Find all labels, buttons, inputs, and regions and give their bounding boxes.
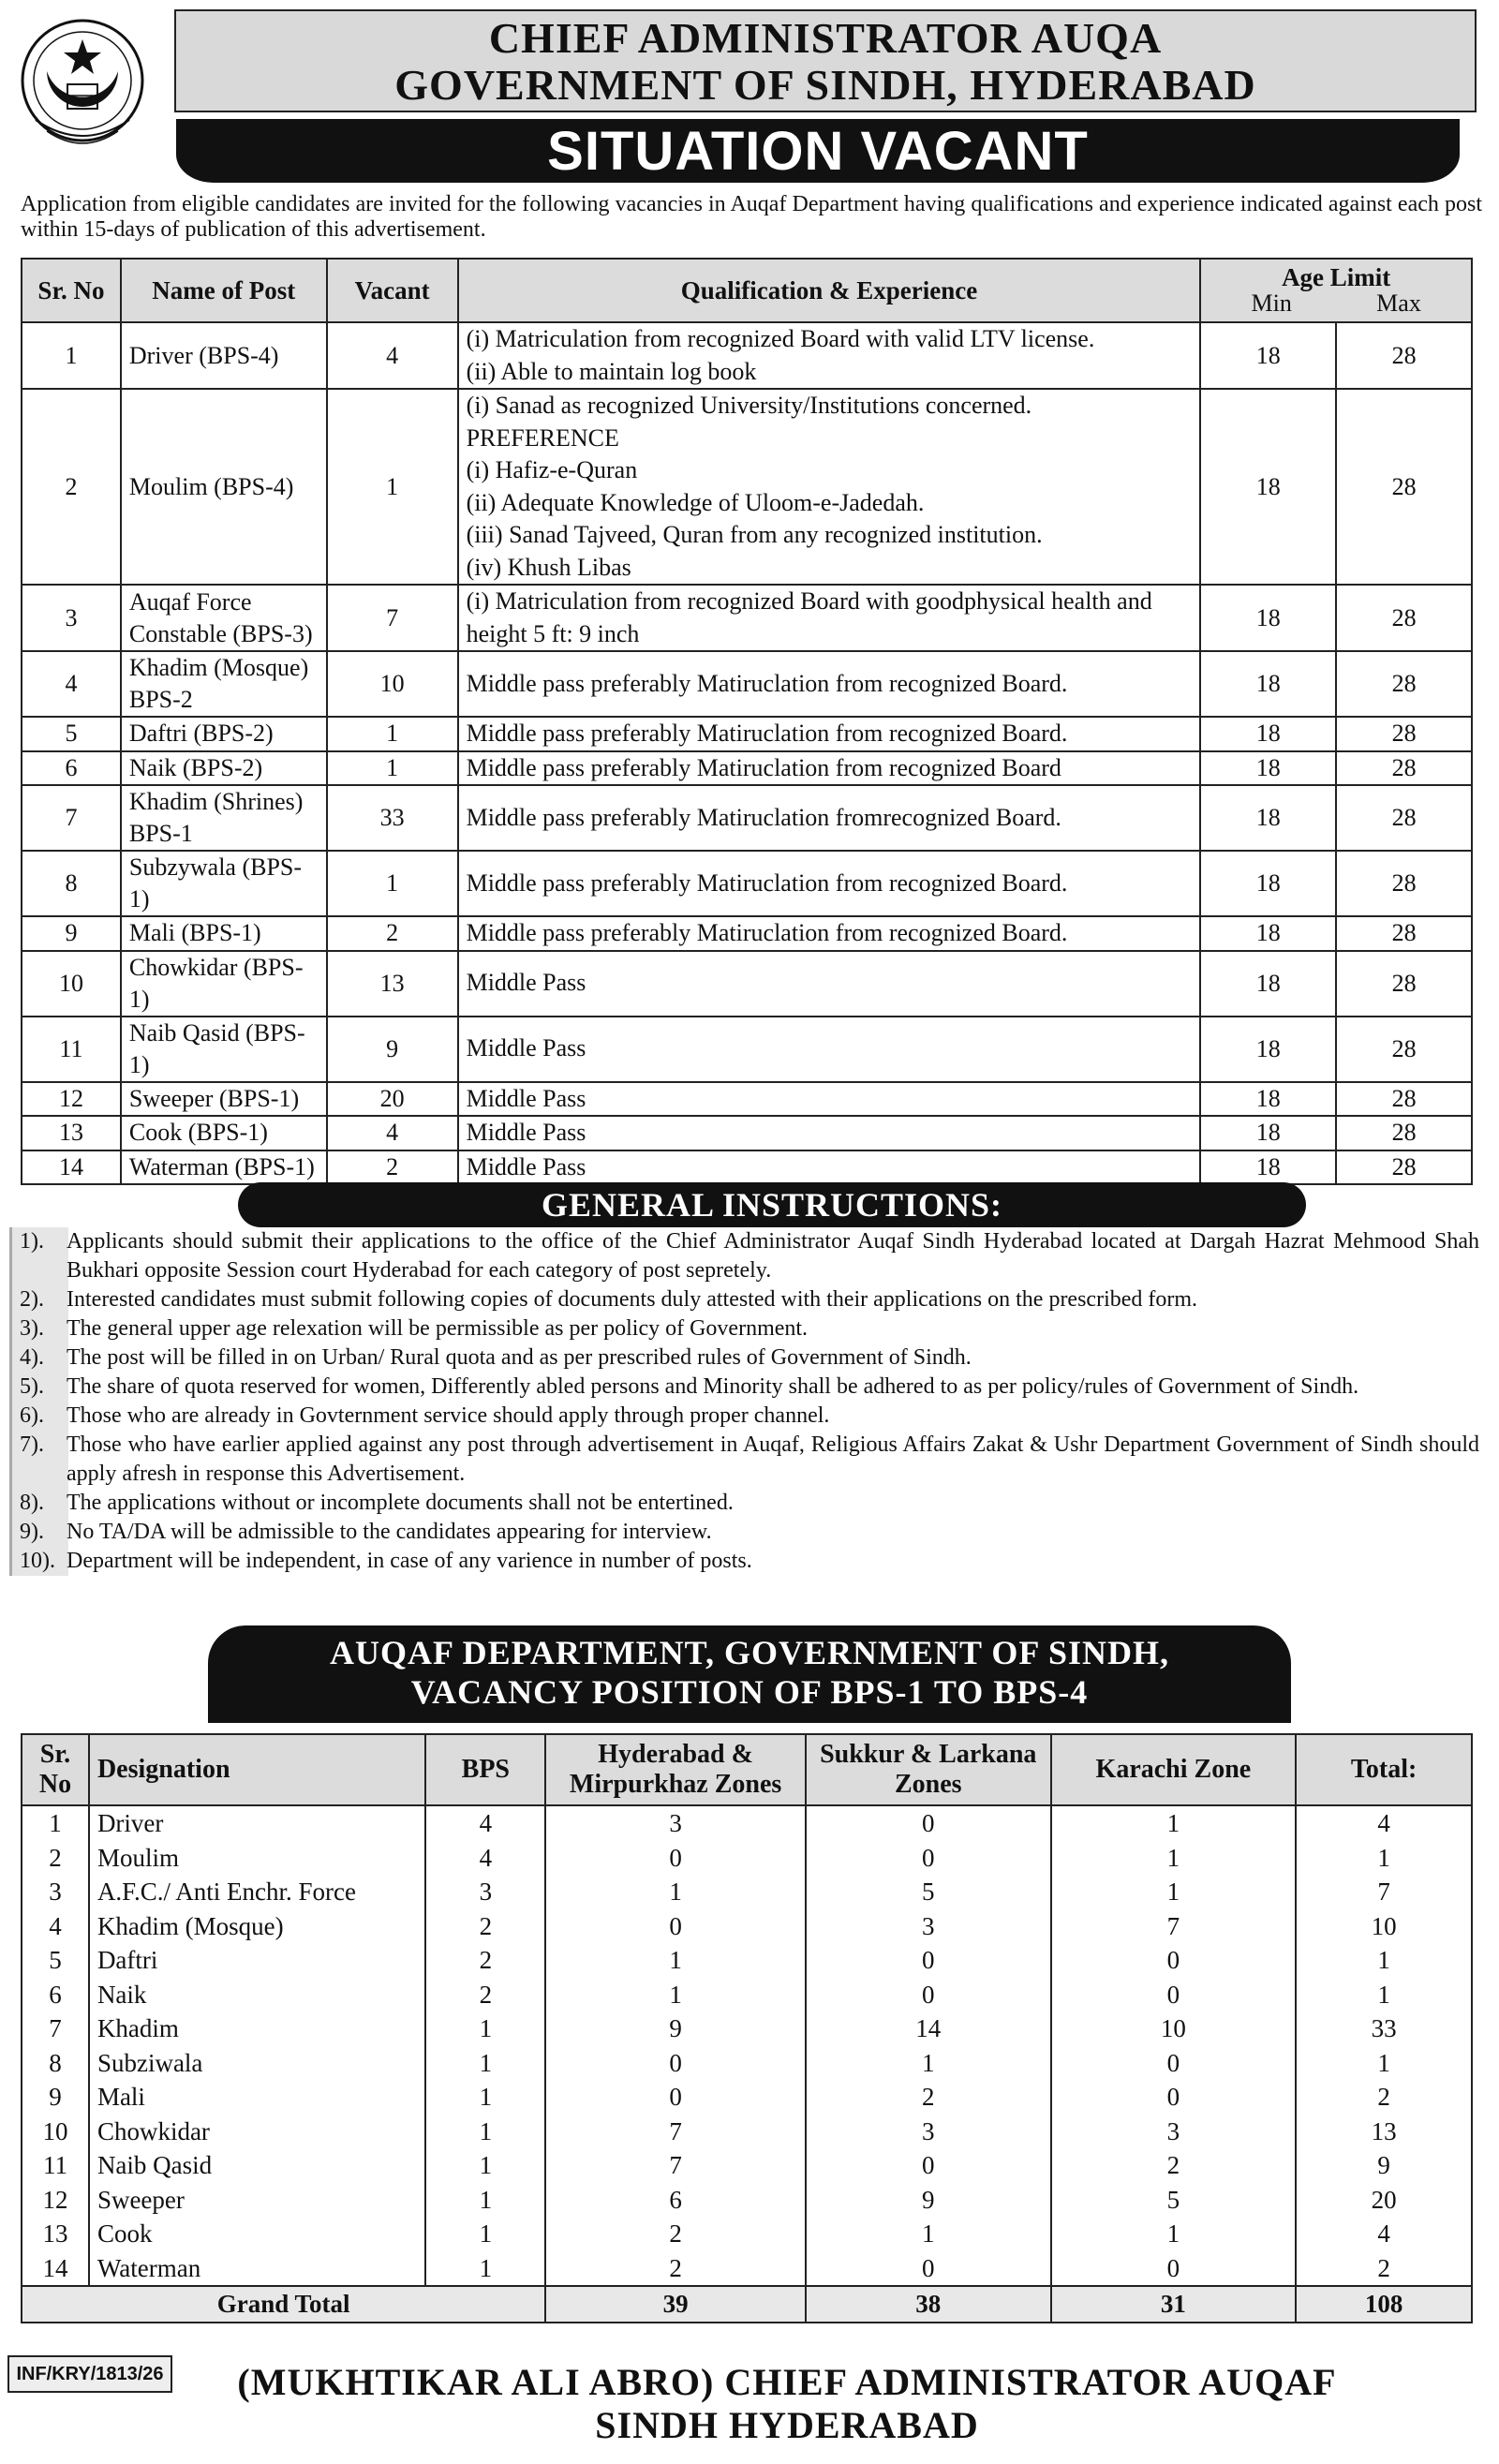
banner-text: SITUATION VACANT (176, 119, 1460, 183)
vacancy-qualification (458, 389, 1201, 585)
vacancy-sr: 13 (22, 1116, 121, 1150)
vacancy-age-min: 18 (1200, 785, 1336, 851)
vacancy-age-max: 28 (1336, 585, 1472, 651)
grand-total-row (22, 2286, 1472, 2323)
pos-total: 33 (1296, 2011, 1472, 2046)
pos-hyderabad: 0 (545, 2080, 806, 2115)
position-row (22, 2217, 1472, 2251)
vacancy-row (22, 651, 1472, 717)
position-row (22, 2080, 1472, 2115)
vacancy-row (22, 322, 1472, 389)
qualification-line: Middle pass preferably Matiruclation from recognized Board (466, 753, 1061, 781)
instruction-item (12, 1547, 1483, 1576)
position-row (22, 2046, 1472, 2081)
pos-col-designation: Designation (89, 1734, 425, 1805)
pos-col-sukkur: Sukkur & Larkana Zones (806, 1734, 1051, 1805)
pos-karachi: 0 (1051, 2046, 1297, 2081)
vacancy-post-name: Moulim (BPS-4) (121, 389, 327, 585)
col-sr: Sr. No (22, 259, 121, 322)
instruction-number: 9). (20, 1520, 44, 1544)
pos-col-hyderabad: Hyderabad & Mirpurkhaz Zones (545, 1734, 806, 1805)
qualification-line: Middle Pass (466, 1034, 586, 1062)
pos-designation: Daftri (89, 1943, 425, 1978)
pos-bps: 1 (425, 2148, 545, 2183)
instruction-item (12, 1402, 1483, 1431)
pos-hyderabad: 6 (545, 2183, 806, 2218)
pos-sukkur: 0 (806, 2251, 1051, 2287)
vacancy-age-max: 28 (1336, 717, 1472, 751)
vacancy-sr: 10 (22, 951, 121, 1017)
vacancy-count: 1 (327, 851, 458, 916)
vacancy-age-min: 18 (1200, 1150, 1336, 1185)
pos-bps: 1 (425, 2046, 545, 2081)
pos-hyderabad: 2 (545, 2217, 806, 2251)
pos-total: 1 (1296, 1978, 1472, 2012)
pos-total: 1 (1296, 1841, 1472, 1876)
pos-sr: 10 (22, 2115, 89, 2149)
vacancy-age-min: 18 (1200, 1116, 1336, 1150)
vacancy-row (22, 1082, 1472, 1117)
col-qualification: Qualification & Experience (458, 259, 1201, 322)
qualification-line: (iii) Sanad Tajveed, Quran from any recognized institution. (466, 521, 1043, 548)
pos-hyderabad: 7 (545, 2148, 806, 2183)
vacancy-count: 1 (327, 751, 458, 786)
vacancy-count: 7 (327, 585, 458, 651)
pos-bps: 2 (425, 1978, 545, 2012)
position-row (22, 1841, 1472, 1876)
vacancy-sr: 8 (22, 851, 121, 916)
col-vacant: Vacant (327, 259, 458, 322)
pos-designation: Moulim (89, 1841, 425, 1876)
vacancy-sr: 1 (22, 322, 121, 389)
position-table (21, 1733, 1473, 2323)
position-row (22, 2011, 1472, 2046)
instruction-item (12, 1489, 1483, 1518)
vacancy-count: 33 (327, 785, 458, 851)
intro-paragraph: Application from eligible candidates are invited for the following vacancies in Auqaf Department having qualifications and experience indicated against each post within 15-days of publication of this advertisement. (21, 192, 1482, 242)
qualification-line: PREFERENCE (466, 423, 619, 452)
pos-sr: 5 (22, 1943, 89, 1978)
pos-sukkur: 3 (806, 2115, 1051, 2149)
position-title-line2: VACANCY POSITION OF BPS-1 TO BPS-4 (410, 1673, 1089, 1711)
age-min-label: Min (1251, 289, 1292, 317)
instruction-text: No TA/DA will be admissible to the candidates appearing for interview. (67, 1520, 712, 1544)
vacancy-count: 10 (327, 651, 458, 717)
qualification-line: Middle Pass (466, 969, 586, 997)
vacancy-qualification (458, 322, 1201, 389)
pos-bps: 4 (425, 1841, 545, 1876)
pos-total: 4 (1296, 1805, 1472, 1841)
signature-block (178, 2361, 1396, 2447)
instruction-text: The share of quota reserved for women, Differently abled persons and Minority shall be adhered to as per policy/rules of Government of Sindh. (67, 1374, 1359, 1399)
pos-bps: 1 (425, 2183, 545, 2218)
pos-karachi: 0 (1051, 1943, 1297, 1978)
instruction-number: 1). (20, 1229, 44, 1254)
position-row (22, 1805, 1472, 1841)
pos-total: 1 (1296, 1943, 1472, 1978)
instruction-number: 8). (20, 1491, 44, 1515)
instructions-list (9, 1227, 1483, 1576)
vacancy-qualification (458, 785, 1201, 851)
pos-total: 2 (1296, 2080, 1472, 2115)
instruction-item (12, 1285, 1483, 1314)
pos-sukkur: 0 (806, 1943, 1051, 1978)
vacancy-row (22, 751, 1472, 786)
vacancy-age-max: 28 (1336, 1150, 1472, 1185)
vacancy-qualification (458, 916, 1201, 951)
vacancy-row (22, 389, 1472, 585)
sindh-government-emblem-icon (9, 11, 156, 157)
instruction-text: Those who have earlier applied against any post through advertisement in Auqaf, Religious Affairs Zakat & Ushr Department Government of Sindh should apply afresh in response this Advertisement. (67, 1432, 1479, 1486)
pos-designation: Driver (89, 1805, 425, 1841)
vacancy-qualification (458, 1150, 1201, 1185)
pos-karachi: 1 (1051, 1805, 1297, 1841)
pos-col-karachi: Karachi Zone (1051, 1734, 1297, 1805)
vacancy-row (22, 585, 1472, 651)
vacancy-post-name: Naik (BPS-2) (121, 751, 327, 786)
vacancy-post-name: Cook (BPS-1) (121, 1116, 327, 1150)
pos-sr: 12 (22, 2183, 89, 2218)
pos-col-bps: BPS (425, 1734, 545, 1805)
position-row (22, 2183, 1472, 2218)
pos-designation: Sweeper (89, 2183, 425, 2218)
vacancy-age-max: 28 (1336, 1116, 1472, 1150)
vacancy-row (22, 1150, 1472, 1185)
pos-karachi: 0 (1051, 2251, 1297, 2287)
pos-sr: 1 (22, 1805, 89, 1841)
vacancy-qualification (458, 1116, 1201, 1150)
vacancy-age-max: 28 (1336, 651, 1472, 717)
pos-sukkur: 0 (806, 1841, 1051, 1876)
vacancy-row (22, 916, 1472, 951)
vacancy-sr: 4 (22, 651, 121, 717)
vacancy-qualification (458, 751, 1201, 786)
pos-sr: 2 (22, 1841, 89, 1876)
qualification-line: (i) Hafiz-e-Quran (466, 456, 638, 483)
vacancy-post-name: Driver (BPS-4) (121, 322, 327, 389)
pos-hyderabad: 1 (545, 1943, 806, 1978)
grand-total-karachi: 31 (1051, 2286, 1297, 2323)
pos-hyderabad: 0 (545, 1841, 806, 1876)
pos-col-sr: Sr. No (22, 1734, 89, 1805)
instruction-item (12, 1314, 1483, 1343)
vacancy-qualification (458, 717, 1201, 751)
vacancy-age-min: 18 (1200, 651, 1336, 717)
position-row (22, 2251, 1472, 2287)
vacancy-post-name: Subzywala (BPS-1) (121, 851, 327, 916)
pos-bps: 1 (425, 2011, 545, 2046)
qualification-line: Middle pass preferably Matiruclation from recognized Board. (466, 669, 1068, 697)
vacancy-count: 4 (327, 322, 458, 389)
pos-total: 13 (1296, 2115, 1472, 2149)
pos-bps: 1 (425, 2080, 545, 2115)
pos-karachi: 0 (1051, 1978, 1297, 2012)
vacancy-post-name: Waterman (BPS-1) (121, 1150, 327, 1185)
age-limit-label: Age Limit (1282, 263, 1391, 291)
vacancy-age-min: 18 (1200, 717, 1336, 751)
pos-sukkur: 2 (806, 2080, 1051, 2115)
pos-bps: 1 (425, 2251, 545, 2287)
position-title-line1: AUQAF DEPARTMENT, GOVERNMENT OF SINDH, (329, 1634, 1170, 1671)
vacancy-row (22, 951, 1472, 1017)
vacancy-count: 1 (327, 389, 458, 585)
vacancy-age-min: 18 (1200, 1017, 1336, 1082)
reference-number: INF/KRY/1813/26 (7, 2355, 172, 2393)
vacancy-qualification (458, 1082, 1201, 1117)
vacancy-age-max: 28 (1336, 1082, 1472, 1117)
pos-designation: Naib Qasid (89, 2148, 425, 2183)
pos-hyderabad: 7 (545, 2115, 806, 2149)
instruction-item (12, 1343, 1483, 1373)
pos-col-total: Total: (1296, 1734, 1472, 1805)
vacancy-row (22, 851, 1472, 916)
instruction-number: 4). (20, 1345, 44, 1370)
vacancy-qualification (458, 851, 1201, 916)
qualification-line: Middle Pass (466, 1119, 586, 1146)
pos-sr: 14 (22, 2251, 89, 2287)
pos-hyderabad: 3 (545, 1805, 806, 1841)
pos-sukkur: 3 (806, 1909, 1051, 1944)
pos-designation: Khadim (89, 2011, 425, 2046)
instruction-number: 5). (20, 1374, 44, 1399)
pos-bps: 2 (425, 1943, 545, 1978)
pos-total: 4 (1296, 2217, 1472, 2251)
qualification-line: (iv) Khush Libas (466, 553, 631, 581)
grand-total-hyderabad: 39 (545, 2286, 806, 2323)
vacancy-count: 2 (327, 916, 458, 951)
pos-designation: Mali (89, 2080, 425, 2115)
vacancy-age-max: 28 (1336, 751, 1472, 786)
vacancy-age-max: 28 (1336, 389, 1472, 585)
vacancy-row (22, 1017, 1472, 1082)
pos-total: 2 (1296, 2251, 1472, 2287)
pos-designation: A.F.C./ Anti Enchr. Force (89, 1875, 425, 1909)
instruction-item (12, 1227, 1483, 1285)
qualification-line: Middle Pass (466, 1152, 586, 1180)
vacancy-sr: 3 (22, 585, 121, 651)
vacancy-row (22, 717, 1472, 751)
instruction-text: The general upper age relexation will be permissible as per policy of Government. (67, 1316, 809, 1341)
qualification-line: Middle pass preferably Matiruclation from recognized Board. (466, 868, 1068, 897)
pos-karachi: 0 (1051, 2080, 1297, 2115)
vacancy-sr: 12 (22, 1082, 121, 1117)
pos-hyderabad: 0 (545, 2046, 806, 2081)
instruction-text: Interested candidates must submit following copies of documents duly attested with their applications on the prescribed form. (67, 1287, 1198, 1312)
signature-line1: (MUKHTIKAR ALI ABRO) CHIEF ADMINISTRATOR AUQAF (237, 2361, 1337, 2403)
instruction-text: The post will be filled in on Urban/ Rural quota and as per prescribed rules of Government of Sindh. (67, 1345, 972, 1370)
pos-karachi: 7 (1051, 1909, 1297, 1944)
instruction-number: 2). (20, 1287, 44, 1312)
pos-sukkur: 0 (806, 1805, 1051, 1841)
pos-hyderabad: 9 (545, 2011, 806, 2046)
vacancy-age-min: 18 (1200, 851, 1336, 916)
instruction-text: Those who are already in Govternment service should apply through proper channel. (67, 1403, 830, 1428)
pos-sr: 6 (22, 1978, 89, 2012)
pos-sr: 3 (22, 1875, 89, 1909)
qualification-line: (i) Matriculation from recognized Board with valid LTV license. (466, 325, 1095, 352)
pos-sr: 7 (22, 2011, 89, 2046)
grand-total-label: Grand Total (22, 2286, 545, 2323)
pos-sr: 9 (22, 2080, 89, 2115)
age-max-label: Max (1376, 289, 1421, 317)
vacancy-count: 2 (327, 1150, 458, 1185)
vacancy-post-name: Daftri (BPS-2) (121, 717, 327, 751)
pos-designation: Subziwala (89, 2046, 425, 2081)
vacancy-sr: 7 (22, 785, 121, 851)
qualification-line: (i) Sanad as recognized University/Institutions concerned. (466, 392, 1032, 419)
pos-sukkur: 1 (806, 2217, 1051, 2251)
instruction-number: 10). (20, 1549, 55, 1573)
qualification-line: (i) Matriculation from recognized Board with goodphysical health and height 5 ft: 9 inch (466, 587, 1152, 647)
pos-sr: 13 (22, 2217, 89, 2251)
vacancy-sr: 14 (22, 1150, 121, 1185)
vacancy-age-min: 18 (1200, 389, 1336, 585)
vacancy-qualification (458, 1017, 1201, 1082)
vacancy-qualification (458, 651, 1201, 717)
position-row (22, 1875, 1472, 1909)
vacancy-count: 1 (327, 717, 458, 751)
vacancy-age-max: 28 (1336, 951, 1472, 1017)
instruction-item (12, 1431, 1483, 1489)
vacancy-sr: 9 (22, 916, 121, 951)
pos-hyderabad: 1 (545, 1978, 806, 2012)
vacancy-post-name: Mali (BPS-1) (121, 916, 327, 951)
pos-total: 9 (1296, 2148, 1472, 2183)
vacancy-age-max: 28 (1336, 916, 1472, 951)
vacancy-sr: 2 (22, 389, 121, 585)
vacancy-age-min: 18 (1200, 1082, 1336, 1117)
instruction-item (12, 1518, 1483, 1547)
pos-designation: Waterman (89, 2251, 425, 2287)
position-row (22, 1978, 1472, 2012)
instruction-text: Department will be independent, in case of any varience in number of posts. (67, 1549, 752, 1573)
vacancy-sr: 11 (22, 1017, 121, 1082)
qualification-line: Middle pass preferably Matiruclation from recognized Board. (466, 919, 1068, 946)
general-instructions-title: GENERAL INSTRUCTIONS: (238, 1182, 1306, 1227)
header-title-line1: CHIEF ADMINISTRATOR AUQA (488, 14, 1163, 62)
pos-designation: Khadim (Mosque) (89, 1909, 425, 1944)
pos-bps: 3 (425, 1875, 545, 1909)
pos-bps: 2 (425, 1909, 545, 1944)
position-row (22, 2115, 1472, 2149)
instruction-number: 7). (20, 1432, 44, 1457)
pos-sukkur: 5 (806, 1875, 1051, 1909)
vacancy-age-max: 28 (1336, 785, 1472, 851)
header-title-line2: GOVERNMENT OF SINDH, HYDERABAD (394, 61, 1256, 109)
pos-hyderabad: 0 (545, 1909, 806, 1944)
qualification-line: Middle pass preferably Matiruclation from recognized Board. (466, 720, 1068, 747)
vacancy-age-min: 18 (1200, 585, 1336, 651)
vacancy-post-name: Khadim (Mosque) BPS-2 (121, 651, 327, 717)
vacancy-row (22, 785, 1472, 851)
pos-sr: 11 (22, 2148, 89, 2183)
instruction-number: 6). (20, 1403, 44, 1428)
header-box (174, 9, 1477, 112)
pos-karachi: 1 (1051, 1875, 1297, 1909)
pos-karachi: 10 (1051, 2011, 1297, 2046)
vacancy-qualification (458, 951, 1201, 1017)
vacancy-post-name: Chowkidar (BPS-1) (121, 951, 327, 1017)
vacancy-count: 9 (327, 1017, 458, 1082)
pos-designation: Cook (89, 2217, 425, 2251)
pos-hyderabad: 1 (545, 1875, 806, 1909)
pos-bps: 1 (425, 2115, 545, 2149)
grand-total-sukkur: 38 (806, 2286, 1051, 2323)
position-section-title (208, 1625, 1291, 1723)
instruction-text: Applicants should submit their applications to the office of the Chief Administrator Auqaf Sindh Hyderabad located at Dargah Hazrat Mehmood Shah Bukhari opposite Session court Hyderabad for each category of post sepretely. (67, 1229, 1479, 1283)
pos-sukkur: 14 (806, 2011, 1051, 2046)
position-row (22, 2148, 1472, 2183)
grand-total-value: 108 (1296, 2286, 1472, 2323)
vacancy-age-max: 28 (1336, 851, 1472, 916)
pos-designation: Naik (89, 1978, 425, 2012)
qualification-line: Middle pass preferably Matiruclation fromrecognized Board. (466, 803, 1061, 831)
instruction-item (12, 1373, 1483, 1402)
vacancy-age-min: 18 (1200, 322, 1336, 389)
pos-total: 1 (1296, 2046, 1472, 2081)
pos-total: 7 (1296, 1875, 1472, 1909)
vacancy-post-name: Sweeper (BPS-1) (121, 1082, 327, 1117)
pos-sr: 8 (22, 2046, 89, 2081)
vacancy-age-min: 18 (1200, 751, 1336, 786)
vacancy-count: 4 (327, 1116, 458, 1150)
situation-vacant-banner (176, 118, 1460, 184)
vacancy-qualification (458, 585, 1201, 651)
vacancy-post-name: Khadim (Shrines) BPS-1 (121, 785, 327, 851)
pos-hyderabad: 2 (545, 2251, 806, 2287)
vacancy-count: 13 (327, 951, 458, 1017)
pos-sukkur: 9 (806, 2183, 1051, 2218)
vacancy-sr: 5 (22, 717, 121, 751)
vacancy-sr: 6 (22, 751, 121, 786)
col-name-of-post: Name of Post (121, 259, 327, 322)
pos-sr: 4 (22, 1909, 89, 1944)
pos-sukkur: 0 (806, 2148, 1051, 2183)
instruction-text: The applications without or incomplete documents shall not be entertined. (67, 1491, 734, 1515)
position-row (22, 1943, 1472, 1978)
qualification-line: (ii) Adequate Knowledge of Uloom-e-Jadedah. (466, 488, 925, 516)
pos-bps: 4 (425, 1805, 545, 1841)
pos-karachi: 1 (1051, 2217, 1297, 2251)
vacancy-post-name: Naib Qasid (BPS-1) (121, 1017, 327, 1082)
qualification-line: Middle Pass (466, 1084, 586, 1112)
vacancy-post-name: Auqaf Force Constable (BPS-3) (121, 585, 327, 651)
pos-bps: 1 (425, 2217, 545, 2251)
pos-karachi: 3 (1051, 2115, 1297, 2149)
vacancy-age-min: 18 (1200, 951, 1336, 1017)
position-row (22, 1909, 1472, 1944)
vacancy-age-max: 28 (1336, 1017, 1472, 1082)
vacancy-count: 20 (327, 1082, 458, 1117)
pos-sukkur: 0 (806, 1978, 1051, 2012)
signature-line2: SINDH HYDERABAD (595, 2404, 979, 2446)
col-age-limit (1200, 259, 1472, 322)
vacancy-row (22, 1116, 1472, 1150)
instruction-number: 3). (20, 1316, 44, 1341)
qualification-line: (ii) Able to maintain log book (466, 357, 757, 385)
pos-total: 20 (1296, 2183, 1472, 2218)
vacancy-table (21, 258, 1473, 1185)
pos-karachi: 1 (1051, 1841, 1297, 1876)
vacancy-age-min: 18 (1200, 916, 1336, 951)
pos-karachi: 2 (1051, 2148, 1297, 2183)
pos-designation: Chowkidar (89, 2115, 425, 2149)
pos-sukkur: 1 (806, 2046, 1051, 2081)
pos-total: 10 (1296, 1909, 1472, 1944)
pos-karachi: 5 (1051, 2183, 1297, 2218)
vacancy-age-max: 28 (1336, 322, 1472, 389)
